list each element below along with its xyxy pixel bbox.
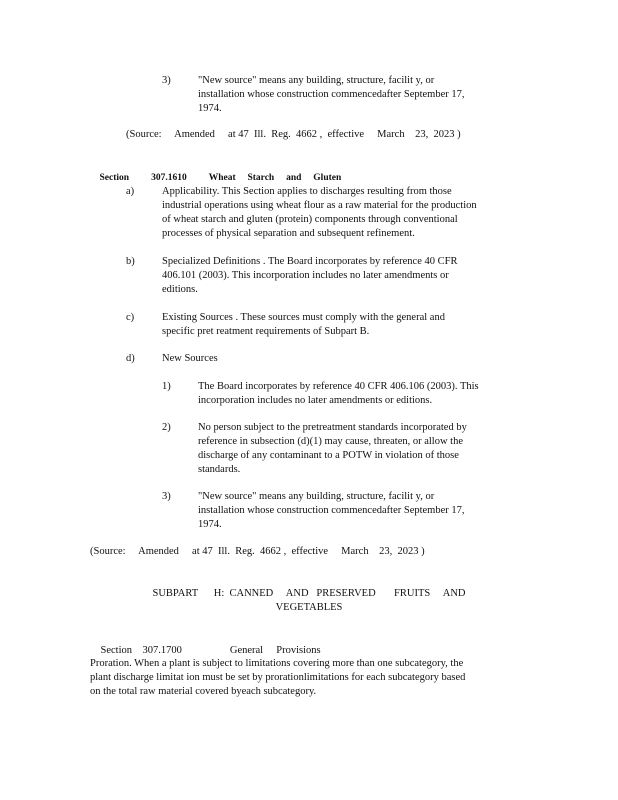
text-line: Applicability. This Section applies to discharges resulting from those bbox=[162, 186, 452, 197]
item-label: a) bbox=[126, 186, 135, 197]
text-line: "New source" means any building, structure, facilit y, or bbox=[198, 75, 435, 86]
text-line: 1974. bbox=[198, 103, 222, 114]
section-number: Section 307.1700 bbox=[100, 645, 182, 656]
text-line: New Sources bbox=[162, 353, 218, 364]
item-label: c) bbox=[126, 312, 135, 323]
section-number: 307.1610 bbox=[151, 173, 187, 183]
subitem-label: 3) bbox=[162, 491, 171, 502]
text-line: reference in subsection (d)(1) may cause, threaten, or allow the bbox=[198, 436, 464, 447]
text-line: processes of physical separation and subsequent refinement. bbox=[162, 228, 415, 239]
item-a-text bbox=[162, 185, 497, 241]
text-line: The Board incorporates by reference 40 CFR 406.106 (2003). This bbox=[198, 381, 479, 392]
subpart-title-line-1: SUBPART H: CANNED AND PRESERVED FRUITS AND bbox=[152, 588, 466, 599]
text-line: of wheat starch and gluten (protein) components through conventional bbox=[162, 214, 458, 225]
text-line: 406.101 (2003). This incorporation includes no later amendments or bbox=[162, 270, 449, 281]
subpart-title-line-2: VEGETABLES bbox=[275, 602, 343, 613]
item-b-text bbox=[162, 255, 497, 297]
text-line: plant discharge limitat ion must be set by prorationlimitations for each subcategory based bbox=[90, 672, 466, 683]
source-note: (Source: Amended at 47 Ill. Reg. 4662 , effective March 23, 2023 ) bbox=[90, 546, 425, 557]
text-line: installation whose construction commencedafter September 17, bbox=[198, 89, 465, 100]
subitem-label: 2) bbox=[162, 422, 171, 433]
subitem-1-text bbox=[198, 380, 523, 408]
proration-paragraph bbox=[90, 657, 522, 699]
text-line: 1974. bbox=[198, 519, 222, 530]
text-line: standards. bbox=[198, 464, 241, 475]
source-note: (Source: Amended at 47 Ill. Reg. 4662 , effective March 23, 2023 ) bbox=[126, 129, 461, 140]
item-label: d) bbox=[126, 353, 135, 364]
section-title: General Provisions bbox=[229, 645, 321, 656]
text-line: Existing Sources . These sources must comply with the general and bbox=[162, 312, 445, 323]
subitem-label: 1) bbox=[162, 381, 171, 392]
subitem-2-text bbox=[198, 421, 508, 477]
text-line: editions. bbox=[162, 284, 198, 295]
text-line: specific pret reatment requirements of Subpart B. bbox=[162, 326, 370, 337]
item-c-text bbox=[162, 311, 497, 339]
text-line: industrial operations using wheat flour as a raw material for the production bbox=[162, 200, 477, 211]
text-line: No person subject to the pretreatment standards incorporated by bbox=[198, 422, 467, 433]
top-item-text bbox=[198, 74, 503, 116]
section-title: Wheat Starch and Gluten bbox=[208, 173, 342, 183]
text-line: discharge of any contaminant to a POTW in violation of those bbox=[198, 450, 459, 461]
text-line: Specialized Definitions . The Board incorporates by reference 40 CFR bbox=[162, 256, 458, 267]
text-line: on the total raw material covered byeach subcategory. bbox=[90, 686, 317, 697]
subitem-3-text bbox=[198, 490, 503, 532]
item-d-text bbox=[162, 352, 497, 366]
section-word: Section bbox=[99, 173, 130, 183]
text-line: "New source" means any building, structure, facilit y, or bbox=[198, 491, 435, 502]
item-label: 3) bbox=[162, 75, 171, 86]
item-label: b) bbox=[126, 256, 135, 267]
text-line: installation whose construction commencedafter September 17, bbox=[198, 505, 465, 516]
text-line: incorporation includes no later amendments or editions. bbox=[198, 395, 433, 406]
text-line: Proration. When a plant is subject to limitations covering more than one subcategory, the bbox=[90, 658, 464, 669]
subpart-heading bbox=[100, 587, 518, 615]
